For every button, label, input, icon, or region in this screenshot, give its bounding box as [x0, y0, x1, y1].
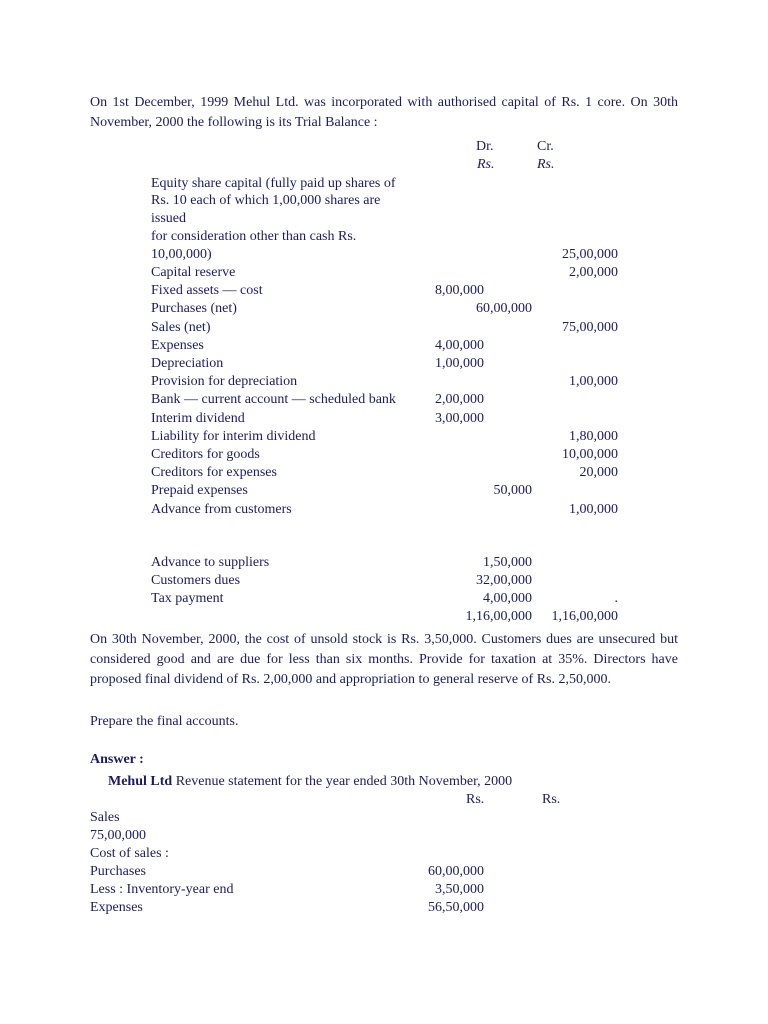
total-dr: 1,16,00,000 — [465, 609, 532, 624]
dr-unit: Rs. — [477, 157, 495, 172]
revenue-row — [0, 881, 768, 899]
equity-cr-amount: 25,00,000 — [562, 247, 618, 262]
table-row — [0, 355, 768, 373]
row-dr: 8,00,000 — [435, 283, 484, 299]
table-row — [0, 300, 768, 318]
table-row — [0, 428, 768, 446]
row-cr: 75,00,000 — [562, 319, 618, 335]
intro-paragraph: On 1st December, 1999 Mehul Ltd. was incorporated with authorised capital of Rs. 1 core. On 30th November, 2000 the following is its Trial Balance : — [90, 95, 678, 130]
row-dr: 4,00,000 — [435, 337, 484, 353]
table-row — [0, 319, 768, 337]
row-label: Prepaid expenses — [151, 483, 248, 499]
revenue-label: Less : Inventory-year end — [90, 882, 234, 897]
row-dr: 1,00,000 — [435, 356, 484, 371]
table-row — [0, 554, 768, 572]
revenue-title-rest: Revenue statement for the year ended 30th November, 2000 — [172, 774, 513, 789]
row-label: Advance from customers — [151, 501, 292, 517]
revenue-value: 56,50,000 — [428, 900, 484, 915]
row-label: Liability for interim dividend — [151, 428, 316, 444]
row-label: Creditors for goods — [151, 447, 260, 462]
row-cr: 2,00,000 — [569, 265, 618, 280]
row-cr: 1,80,000 — [569, 428, 618, 444]
revenue-label: Purchases — [90, 864, 146, 879]
row-label: Provision for depreciation — [151, 374, 298, 390]
revenue-row — [0, 863, 768, 881]
table-row — [0, 337, 768, 355]
revenue-title — [108, 773, 512, 791]
row-cr: 1,00,000 — [569, 501, 618, 517]
row-label: Tax payment — [151, 591, 224, 606]
revenue-label: Sales — [90, 810, 120, 825]
revenue-label: 75,00,000 — [90, 828, 146, 843]
row-label: Advance to suppliers — [151, 555, 270, 570]
row-cr: 20,000 — [579, 465, 618, 481]
row-label: Depreciation — [151, 356, 224, 371]
revenue-row — [0, 899, 768, 917]
revenue-value: 3,50,000 — [435, 882, 484, 897]
row-cr: . — [614, 591, 618, 606]
revenue-label: Expenses — [90, 900, 143, 915]
dr-header: Dr. — [476, 139, 494, 154]
revenue-row — [0, 827, 768, 845]
row-label: Bank — current account — scheduled bank — [151, 392, 396, 408]
revenue-value: 60,00,000 — [428, 864, 484, 879]
row-dr: 4,00,000 — [483, 591, 532, 606]
row-dr: 32,00,000 — [476, 573, 532, 588]
equity-line: Rs. 10 each of which 1,00,000 shares are — [151, 193, 381, 208]
table-row — [0, 572, 768, 590]
cr-unit: Rs. — [537, 157, 555, 172]
table-row — [0, 373, 768, 391]
equity-line: 10,00,000) — [151, 247, 212, 262]
table-row — [0, 482, 768, 500]
revenue-row — [0, 809, 768, 827]
total-cr: 1,16,00,000 — [551, 609, 618, 624]
equity-line: for consideration other than cash Rs. — [151, 229, 357, 244]
answer-label: Answer : — [90, 752, 144, 767]
row-dr: 2,00,000 — [435, 392, 484, 408]
table-row — [0, 391, 768, 409]
equity-line: issued — [151, 211, 186, 226]
row-dr: 60,00,000 — [476, 301, 532, 317]
instruction: Prepare the final accounts. — [90, 714, 239, 729]
row-label: Customers dues — [151, 573, 241, 588]
table-row — [0, 501, 768, 519]
company-name: Mehul Ltd — [108, 774, 173, 789]
notes-paragraph: On 30th November, 2000, the cost of unsold stock is Rs. 3,50,000. Customers dues are unsecured but considered good and are due for less than six months. Provide for taxation at 35%. Directors have proposed final dividend of Rs. 2,00,000 and appropriation to general reserve of Rs. 2,50,000. — [90, 632, 678, 687]
row-label: Sales (net) — [151, 319, 211, 335]
row-label: Fixed assets — cost — [151, 283, 263, 299]
table-row — [0, 282, 768, 300]
row-label: Expenses — [151, 337, 204, 353]
row-label: Purchases (net) — [151, 301, 237, 317]
row-label: Interim dividend — [151, 410, 245, 426]
row-label: Capital reserve — [151, 265, 236, 280]
revenue-row — [0, 845, 768, 863]
row-dr: 1,50,000 — [483, 555, 532, 570]
rev-col-2: Rs. — [542, 792, 561, 807]
row-label: Creditors for expenses — [151, 465, 277, 481]
table-row — [0, 446, 768, 464]
row-cr: 1,00,000 — [569, 374, 618, 390]
row-cr: 10,00,000 — [562, 447, 618, 462]
row-dr: 50,000 — [493, 483, 532, 499]
table-row — [0, 410, 768, 428]
cr-header: Cr. — [537, 139, 554, 154]
rev-col-1: Rs. — [466, 792, 485, 807]
table-row — [0, 590, 768, 608]
equity-line: Equity share capital (fully paid up shares of — [151, 176, 396, 191]
table-row — [0, 464, 768, 482]
table-row — [0, 264, 768, 282]
row-dr: 3,00,000 — [435, 410, 484, 426]
revenue-label: Cost of sales : — [90, 846, 169, 861]
